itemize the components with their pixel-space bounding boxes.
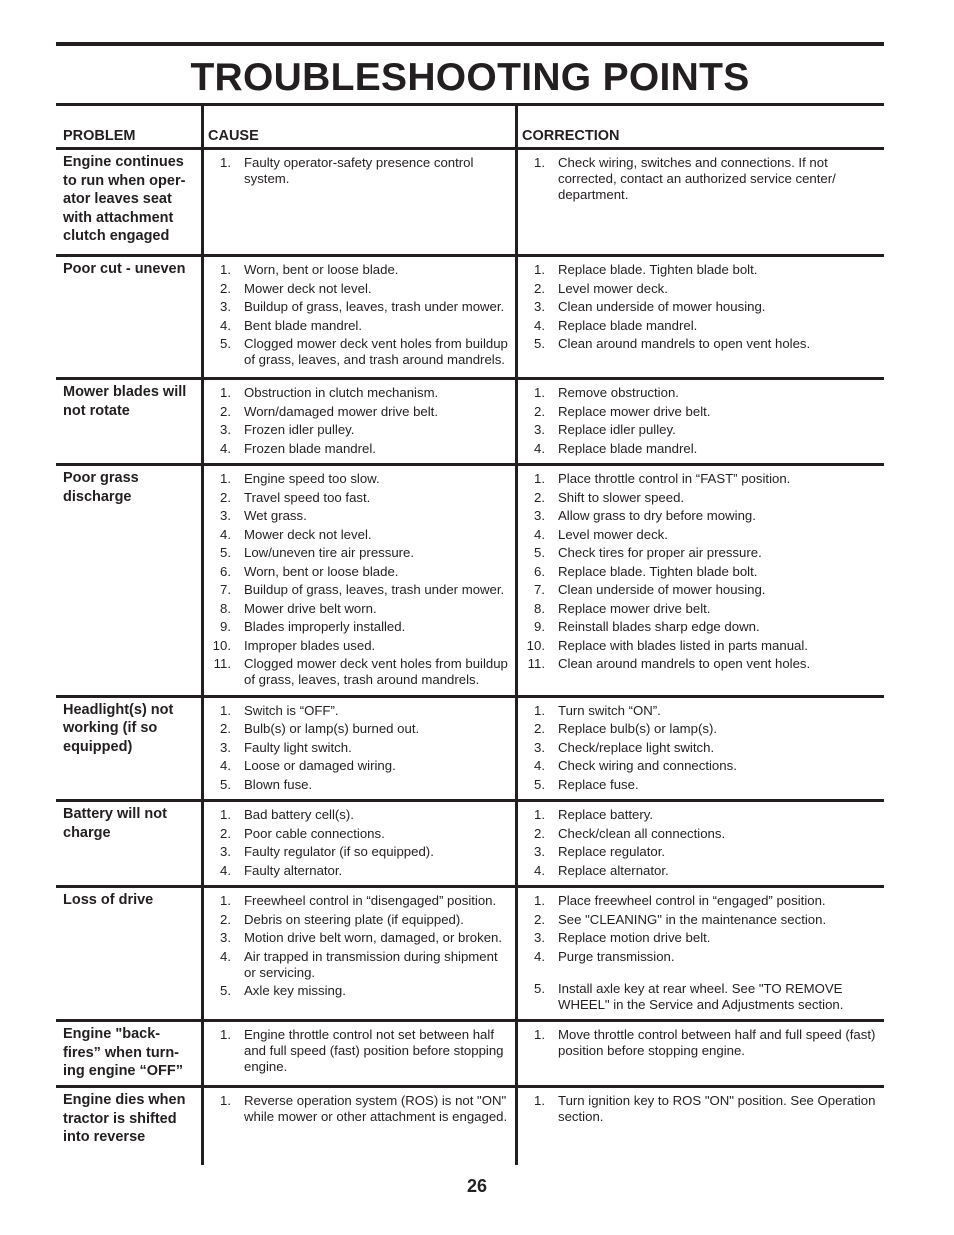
list-item xyxy=(518,545,880,561)
correction-cell-list xyxy=(518,1088,884,1132)
item-number: 5. xyxy=(534,545,545,560)
item-text: Purge transmission. xyxy=(558,948,675,964)
item-text: Wet grass. xyxy=(244,508,307,523)
list-item xyxy=(518,930,880,946)
item-text: Check wiring, switches and connections. If not corrected, contact an authorized service center/ department. xyxy=(558,155,836,202)
problem-cell: Loss of drive xyxy=(56,885,201,1019)
cause-cell xyxy=(201,377,515,463)
list-item xyxy=(518,703,880,719)
item-number: 1. xyxy=(220,385,231,400)
item-text: Mower deck not level. xyxy=(244,526,372,542)
problem-cell: Battery will not charge xyxy=(56,799,201,885)
correction-cell xyxy=(515,799,884,885)
item-text: Check/clean all connections. xyxy=(558,825,726,841)
item-text: Faulty operator-safety presence control system. xyxy=(244,155,474,186)
correction-cell xyxy=(515,254,884,377)
correction-cell xyxy=(515,377,884,463)
correction-cell xyxy=(515,150,884,254)
item-number: 2. xyxy=(534,721,545,736)
item-number: 1. xyxy=(534,155,545,170)
list-item xyxy=(204,912,511,928)
item-number: 1. xyxy=(220,1027,231,1042)
cause-cell-list xyxy=(204,1088,515,1132)
item-number: 1. xyxy=(220,1093,231,1108)
item-number: 1. xyxy=(534,471,545,486)
item-text: Replace blade mandrel. xyxy=(558,440,698,456)
list-item xyxy=(204,490,511,506)
item-number: 3. xyxy=(220,508,231,523)
list-item xyxy=(204,721,511,737)
item-number: 7. xyxy=(220,582,231,597)
list-item xyxy=(204,441,511,457)
correction-cell-list xyxy=(518,802,884,885)
item-number: 10. xyxy=(212,637,231,653)
list-item xyxy=(518,949,880,965)
item-number: 3. xyxy=(534,508,545,523)
list-item xyxy=(204,619,511,635)
item-number: 1. xyxy=(534,1027,545,1042)
item-number: 2. xyxy=(534,403,545,419)
item-number: 3. xyxy=(534,844,545,859)
list-item xyxy=(204,949,511,981)
correction-cell-list xyxy=(518,150,884,210)
list-item xyxy=(518,281,880,297)
item-number: 4. xyxy=(220,758,231,773)
item-number: 3. xyxy=(534,299,545,314)
item-text: Level mower deck. xyxy=(558,526,668,542)
item-text: Low/uneven tire air pressure. xyxy=(244,545,415,560)
item-number: 11. xyxy=(213,656,231,671)
list-item xyxy=(204,404,511,420)
correction-cell xyxy=(515,1085,884,1165)
item-number: 2. xyxy=(220,721,231,736)
cause-cell xyxy=(201,150,515,254)
page-number: 26 xyxy=(466,1176,488,1196)
item-text: Faulty light switch. xyxy=(244,739,352,755)
correction-cell xyxy=(515,695,884,800)
item-number: 9. xyxy=(534,619,545,634)
list-item xyxy=(518,981,880,1013)
item-text: Obstruction in clutch mechanism. xyxy=(244,385,439,400)
item-text: Frozen idler pulley. xyxy=(244,422,355,437)
item-text: Improper blades used. xyxy=(244,637,376,653)
list-item xyxy=(204,564,511,580)
item-text: Move throttle control between half and full speed (fast) position before stopping engine. xyxy=(558,1027,876,1058)
list-item xyxy=(518,863,880,879)
item-text: Motion drive belt worn, damaged, or broken. xyxy=(244,930,503,945)
item-number: 1. xyxy=(534,262,545,277)
cause-cell xyxy=(201,254,515,377)
list-item xyxy=(204,155,511,187)
item-number: 2. xyxy=(220,280,231,296)
item-number: 3. xyxy=(220,422,231,437)
list-item xyxy=(518,1093,880,1125)
list-item xyxy=(518,336,880,352)
list-item xyxy=(518,582,880,598)
list-item xyxy=(204,318,511,334)
item-text: Place throttle control in “FAST” position. xyxy=(558,471,791,486)
item-text: Travel speed too fast. xyxy=(244,489,371,505)
item-text: Bulb(s) or lamp(s) burned out. xyxy=(244,721,420,736)
cause-cell xyxy=(201,885,515,1019)
list-item xyxy=(518,299,880,315)
item-text: Check wiring and connections. xyxy=(558,758,737,773)
item-text: Worn, bent or loose blade. xyxy=(244,262,399,277)
item-number: 4. xyxy=(534,758,545,773)
item-text: Replace blade. Tighten blade bolt. xyxy=(558,262,758,277)
item-number: 2. xyxy=(534,911,545,927)
item-text: Clean around mandrels to open vent holes. xyxy=(558,336,811,351)
list-item xyxy=(204,508,511,524)
list-item xyxy=(518,441,880,457)
item-number: 2. xyxy=(220,825,231,841)
item-number: 2. xyxy=(220,403,231,419)
item-number: 2. xyxy=(534,825,545,841)
item-text: Buildup of grass, leaves, trash under mower. xyxy=(244,582,505,597)
list-item xyxy=(204,527,511,543)
item-number: 1. xyxy=(220,702,231,718)
item-text: Clogged mower deck vent holes from buildup of grass, leaves, and trash around mandrels. xyxy=(244,336,508,367)
item-number: 4. xyxy=(220,526,231,542)
problem-cell: Poor grass discharge xyxy=(56,463,201,695)
list-item xyxy=(204,262,511,278)
list-item xyxy=(518,844,880,860)
list-item xyxy=(518,422,880,438)
item-number: 1. xyxy=(534,385,545,400)
item-number: 8. xyxy=(534,600,545,616)
list-item xyxy=(518,404,880,420)
item-text: Turn ignition key to ROS "ON" position. See Operation section. xyxy=(558,1093,876,1124)
list-item xyxy=(518,1027,880,1059)
list-item xyxy=(204,638,511,654)
item-number: 5. xyxy=(220,545,231,560)
item-text: Check/replace light switch. xyxy=(558,739,715,755)
list-item xyxy=(204,844,511,860)
item-number: 3. xyxy=(534,739,545,755)
list-item xyxy=(518,826,880,842)
list-item xyxy=(518,656,880,672)
problem-cell: Engine "back-fires” when turn-ing engine “OFF” xyxy=(56,1019,201,1085)
item-text: Check tires for proper air pressure. xyxy=(558,545,762,560)
list-item xyxy=(204,336,511,368)
item-text: Frozen blade mandrel. xyxy=(244,440,376,456)
list-item xyxy=(204,777,511,793)
item-text: Clean around mandrels to open vent holes. xyxy=(558,656,811,671)
item-text: Replace bulb(s) or lamp(s). xyxy=(558,721,718,736)
item-text: Buildup of grass, leaves, trash under mower. xyxy=(244,299,505,314)
item-text: Reverse operation system (ROS) is not "ON" while mower or other attachment is engaged. xyxy=(244,1093,508,1124)
item-number: 3. xyxy=(220,844,231,859)
cause-cell-list xyxy=(204,1022,515,1082)
item-number: 3. xyxy=(534,930,545,945)
item-text: Replace mower drive belt. xyxy=(558,600,711,616)
column-header-correction: CORRECTION xyxy=(515,106,884,150)
list-item xyxy=(204,893,511,909)
troubleshooting-page xyxy=(56,42,884,1165)
list-item xyxy=(204,807,511,823)
item-number: 10. xyxy=(526,637,545,653)
list-item xyxy=(518,601,880,617)
list-item xyxy=(204,545,511,561)
list-item xyxy=(518,721,880,737)
item-text: Replace idler pulley. xyxy=(558,422,676,437)
cause-cell xyxy=(201,1085,515,1165)
item-text: Freewheel control in “disengaged” position. xyxy=(244,893,497,908)
item-text: Place freewheel control in “engaged” position. xyxy=(558,893,826,908)
problem-cell: Mower blades will not rotate xyxy=(56,377,201,463)
list-item xyxy=(518,262,880,278)
item-number: 1. xyxy=(220,471,231,486)
item-number: 8. xyxy=(220,600,231,616)
item-number: 2. xyxy=(220,489,231,505)
item-text: Replace blade mandrel. xyxy=(558,317,698,333)
list-item xyxy=(204,826,511,842)
correction-cell-list xyxy=(518,257,884,359)
item-text: Mower drive belt worn. xyxy=(244,600,377,616)
item-number: 4. xyxy=(220,862,231,878)
item-text: Mower deck not level. xyxy=(244,280,372,296)
list-item xyxy=(204,656,511,688)
item-text: Faulty regulator (if so equipped). xyxy=(244,844,434,859)
item-text: Clean underside of mower housing. xyxy=(558,582,766,597)
list-item xyxy=(204,601,511,617)
item-number: 4. xyxy=(220,317,231,333)
list-item xyxy=(204,983,511,999)
item-number: 4. xyxy=(534,317,545,333)
cause-cell xyxy=(201,463,515,695)
list-item xyxy=(204,471,511,487)
item-text: Clean underside of mower housing. xyxy=(558,299,766,314)
item-number: 2. xyxy=(534,280,545,296)
item-number: 1. xyxy=(534,807,545,822)
item-number: 4. xyxy=(534,862,545,878)
problem-cell: Engine continues to run when oper-ator leaves seat with attachment clutch engaged xyxy=(63,154,186,244)
item-number: 3. xyxy=(220,739,231,755)
item-number: 1. xyxy=(534,702,545,718)
item-text: Replace battery. xyxy=(558,807,654,822)
item-text: Faulty alternator. xyxy=(244,862,343,878)
list-item xyxy=(518,619,880,635)
item-number: 1. xyxy=(220,807,231,822)
item-text: Bad battery cell(s). xyxy=(244,807,354,822)
column-header-problem: PROBLEM xyxy=(56,106,201,150)
list-item xyxy=(204,930,511,946)
list-item xyxy=(204,1093,511,1125)
item-text: Allow grass to dry before mowing. xyxy=(558,508,756,523)
cause-cell-list xyxy=(204,698,515,800)
item-text: Replace regulator. xyxy=(558,844,666,859)
item-number: 2. xyxy=(534,489,545,505)
cause-cell-list xyxy=(204,802,515,885)
item-text: Blown fuse. xyxy=(244,776,313,792)
item-text: Replace with blades listed in parts manual. xyxy=(558,637,808,653)
correction-cell-list xyxy=(518,698,884,800)
item-text: Switch is “OFF”. xyxy=(244,702,339,718)
item-text: Engine speed too slow. xyxy=(244,471,380,486)
item-number: 5. xyxy=(220,776,231,792)
item-number: 5. xyxy=(534,336,545,351)
item-number: 1. xyxy=(220,893,231,908)
item-text: Air trapped in transmission during shipment or servicing. xyxy=(244,948,498,980)
item-text: Replace fuse. xyxy=(558,776,639,792)
item-number: 5. xyxy=(534,980,545,996)
item-text: Engine throttle control not set between half and full speed (fast) position before stopping engine. xyxy=(244,1027,504,1074)
item-number: 1. xyxy=(220,262,231,277)
list-item xyxy=(204,299,511,315)
column-header-cause: CAUSE xyxy=(201,106,515,150)
item-text: See "CLEANING" in the maintenance section. xyxy=(558,911,827,927)
cause-cell-list xyxy=(204,888,515,1006)
item-number: 5. xyxy=(220,336,231,351)
item-text: Install axle key at rear wheel. See "TO REMOVE WHEEL" in the Service and Adjustments section. xyxy=(558,980,844,1012)
item-text: Clogged mower deck vent holes from buildup of grass, leaves, trash around mandrels. xyxy=(244,656,508,687)
item-number: 1. xyxy=(534,1093,545,1108)
item-text: Remove obstruction. xyxy=(558,385,679,400)
list-item xyxy=(518,912,880,928)
item-number: 9. xyxy=(220,619,231,634)
item-number: 4. xyxy=(534,440,545,456)
item-text: Shift to slower speed. xyxy=(558,489,685,505)
list-item xyxy=(518,638,880,654)
item-text: Worn/damaged mower drive belt. xyxy=(244,403,438,419)
cause-cell-list xyxy=(204,257,515,375)
correction-cell-list xyxy=(518,1022,884,1066)
item-text: Debris on steering plate (if equipped). xyxy=(244,911,464,927)
problem-cell: Headlight(s) not working (if so equipped) xyxy=(56,695,201,800)
item-text: Replace mower drive belt. xyxy=(558,403,711,419)
item-number: 4. xyxy=(220,948,231,964)
item-number: 2. xyxy=(220,911,231,927)
cause-cell-list xyxy=(204,466,515,695)
item-text: Loose or damaged wiring. xyxy=(244,758,396,773)
list-item xyxy=(518,807,880,823)
item-text: Blades improperly installed. xyxy=(244,619,406,634)
item-text: Replace blade. Tighten blade bolt. xyxy=(558,563,758,579)
list-item xyxy=(204,863,511,879)
item-text: Replace alternator. xyxy=(558,862,669,878)
list-item xyxy=(518,758,880,774)
item-number: 4. xyxy=(534,526,545,542)
list-item xyxy=(204,1027,511,1075)
correction-cell xyxy=(515,885,884,1019)
item-number: 11. xyxy=(527,656,545,671)
cause-cell xyxy=(201,1019,515,1085)
item-text: Poor cable connections. xyxy=(244,825,385,841)
cause-cell xyxy=(201,695,515,800)
list-item xyxy=(518,893,880,909)
item-text: Turn switch “ON”. xyxy=(558,702,661,718)
item-number: 3. xyxy=(220,299,231,314)
cause-cell-list xyxy=(204,150,515,194)
item-number: 1. xyxy=(220,155,231,170)
list-item xyxy=(204,385,511,401)
troubleshooting-table xyxy=(56,106,884,1165)
correction-cell xyxy=(515,463,884,695)
list-item xyxy=(518,740,880,756)
problem-cell: Poor cut - uneven xyxy=(56,254,201,377)
correction-cell xyxy=(515,1019,884,1085)
list-item xyxy=(204,703,511,719)
item-text: Worn, bent or loose blade. xyxy=(244,563,399,579)
list-item xyxy=(518,385,880,401)
item-number: 3. xyxy=(534,422,545,437)
list-item xyxy=(204,582,511,598)
item-text: Replace motion drive belt. xyxy=(558,930,711,945)
list-item xyxy=(518,508,880,524)
item-text: Bent blade mandrel. xyxy=(244,317,363,333)
list-item xyxy=(518,564,880,580)
list-item xyxy=(518,155,880,203)
correction-cell-list xyxy=(518,888,884,1019)
list-item xyxy=(518,777,880,793)
item-number: 3. xyxy=(220,930,231,945)
item-number: 6. xyxy=(220,563,231,579)
item-number: 5. xyxy=(534,776,545,792)
item-number: 4. xyxy=(534,948,545,964)
list-item xyxy=(518,527,880,543)
list-item xyxy=(204,740,511,756)
cause-cell xyxy=(201,799,515,885)
item-text: Reinstall blades sharp edge down. xyxy=(558,619,760,634)
problem-cell: Engine dies when tractor is shifted into reverse xyxy=(56,1085,201,1165)
list-item xyxy=(204,281,511,297)
list-item xyxy=(518,490,880,506)
item-number: 5. xyxy=(220,983,231,998)
list-item xyxy=(518,318,880,334)
item-text: Level mower deck. xyxy=(558,280,668,296)
item-number: 6. xyxy=(534,563,545,579)
list-item xyxy=(518,471,880,487)
cause-cell-list xyxy=(204,380,515,463)
item-number: 7. xyxy=(534,582,545,597)
correction-cell-list xyxy=(518,380,884,463)
list-item xyxy=(204,422,511,438)
item-number: 4. xyxy=(220,440,231,456)
correction-cell-list xyxy=(518,466,884,679)
item-text: Axle key missing. xyxy=(244,983,346,998)
page-title: TROUBLESHOOTING POINTS xyxy=(190,56,750,99)
list-item xyxy=(204,758,511,774)
item-number: 1. xyxy=(534,893,545,908)
